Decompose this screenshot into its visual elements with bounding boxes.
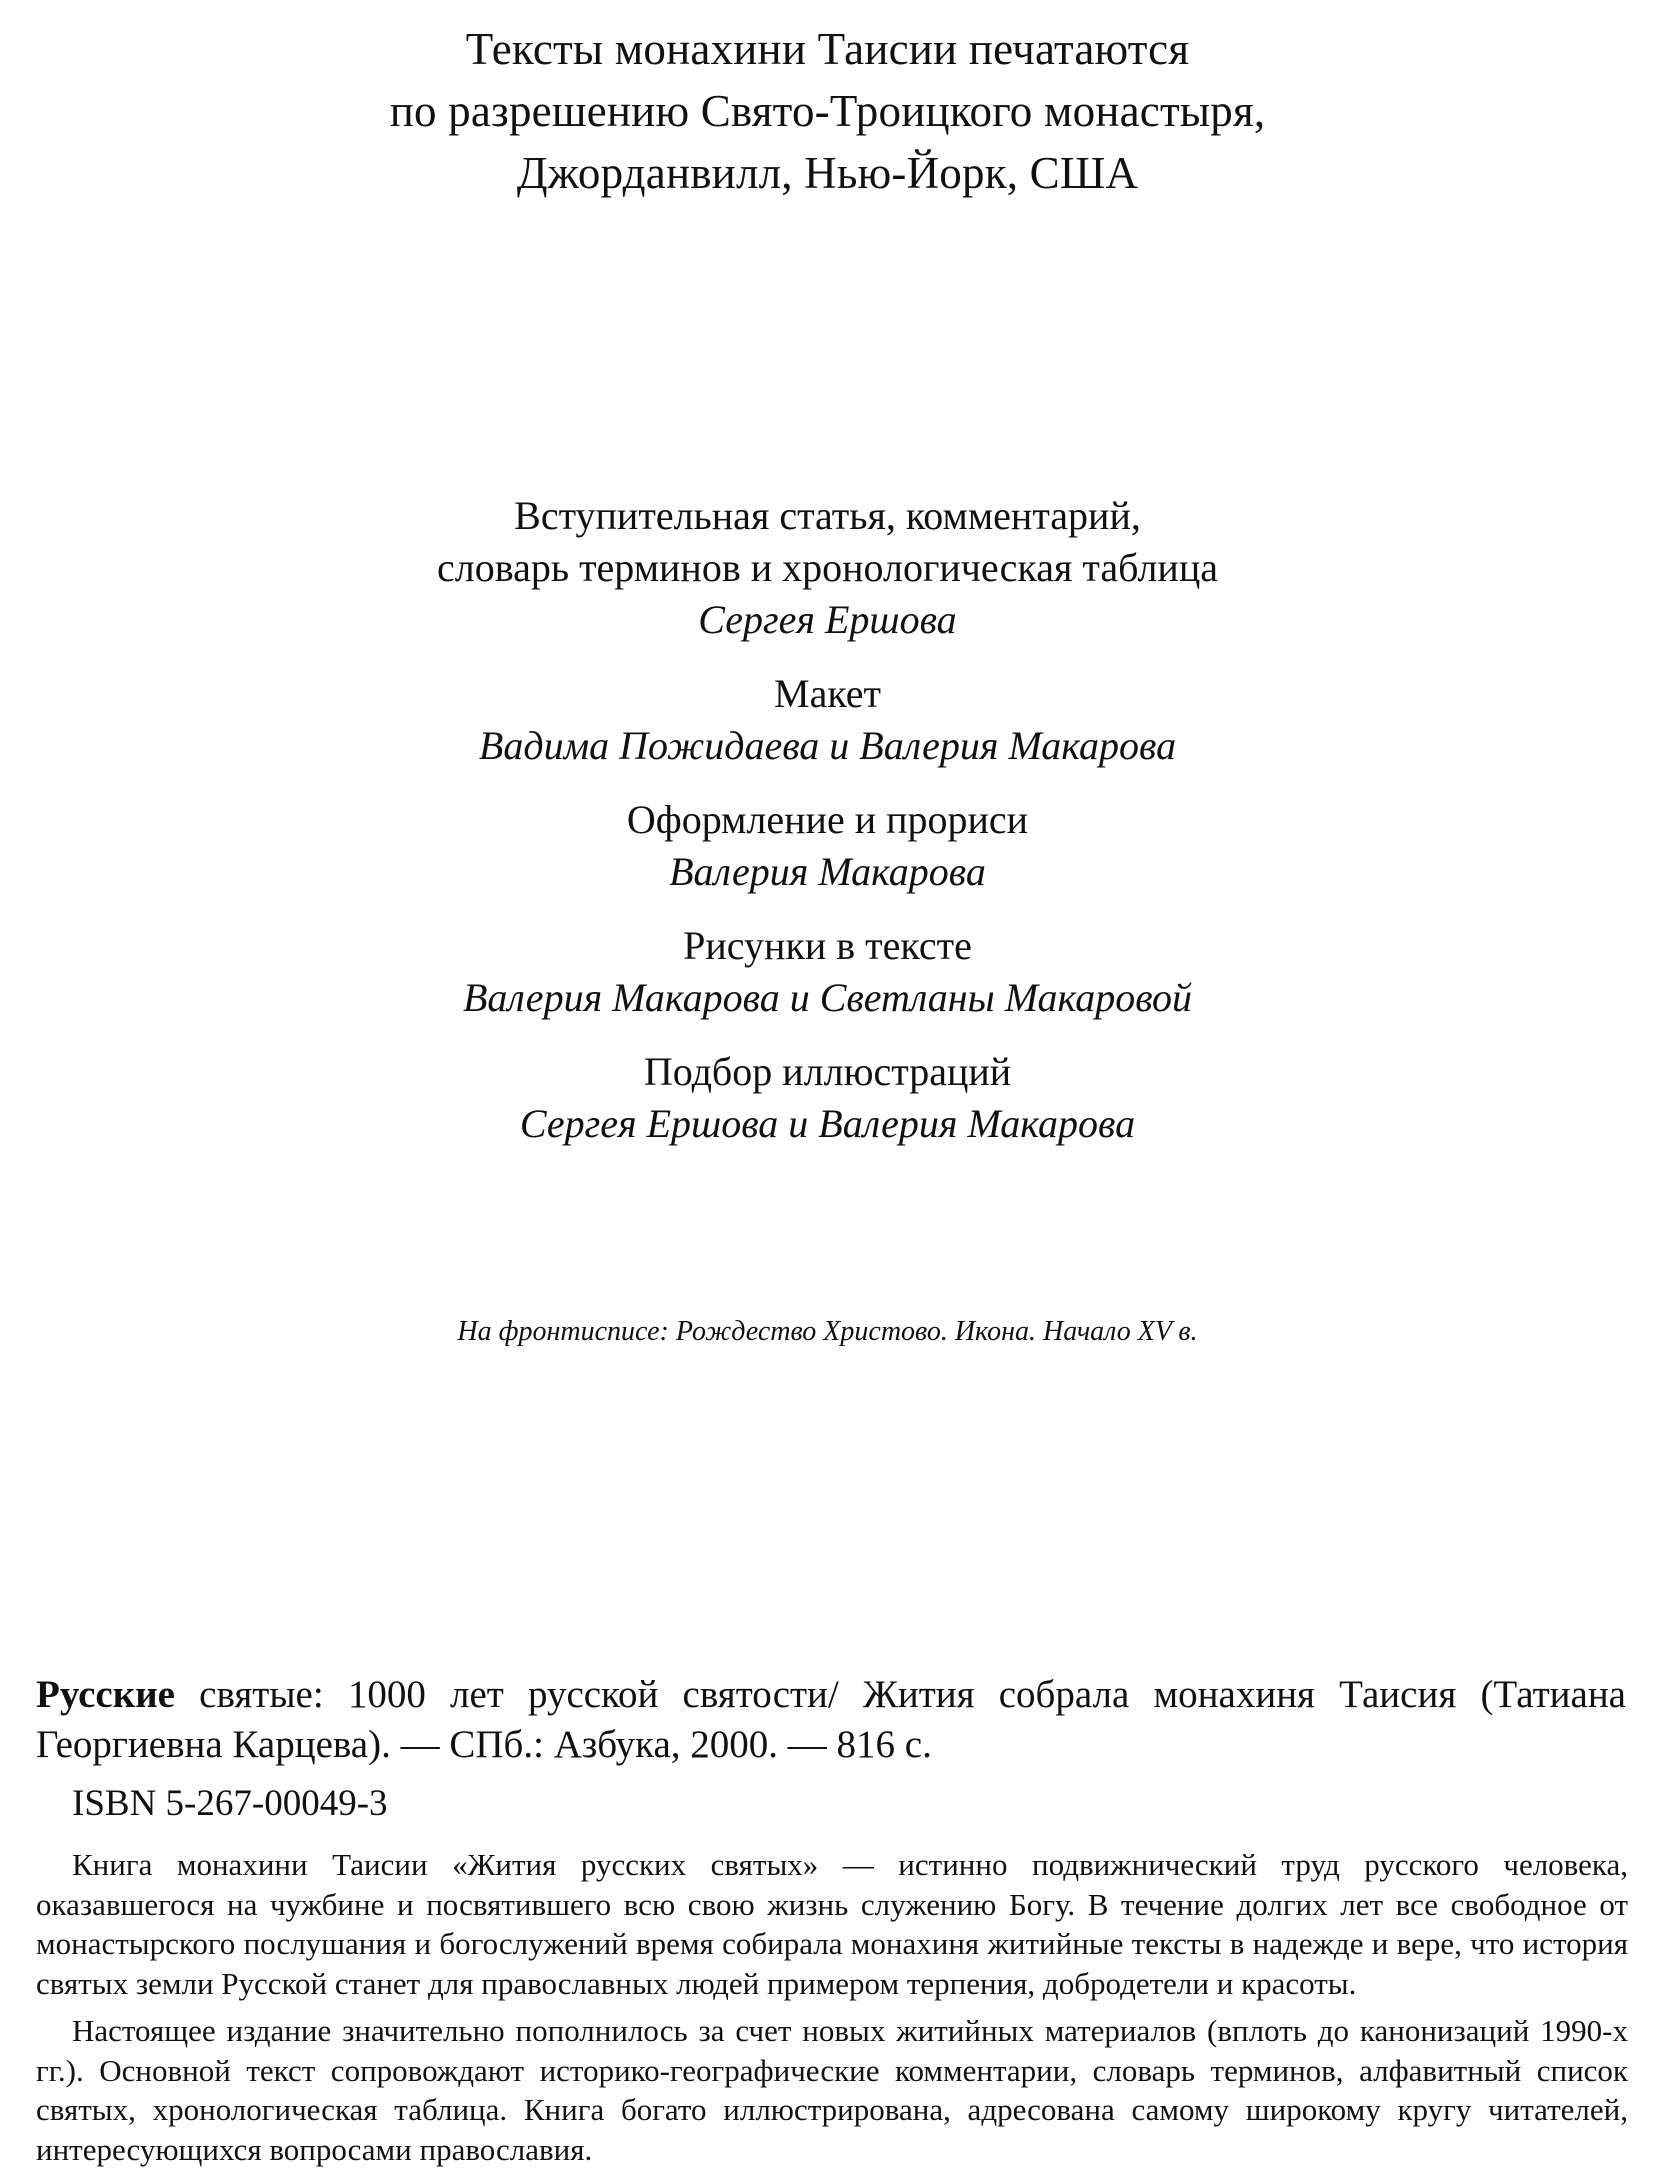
credit-person: Сергея Ершова и Валерия Макарова (519, 1101, 1136, 1146)
credit-design (0, 794, 1655, 898)
credit-drawings (0, 920, 1655, 1024)
book-title-word: Русские (36, 1673, 175, 1716)
credit-role: Подбор иллюстраций (643, 1049, 1012, 1094)
credit-role: Макет (774, 671, 881, 716)
permission-line: Тексты монахини Таисии печатаются (465, 24, 1190, 74)
annotation (36, 1845, 1628, 2169)
permission-notice (0, 18, 1655, 204)
credit-role: Оформление и прориси (626, 797, 1029, 842)
credits-section (0, 490, 1655, 1172)
credit-layout (0, 668, 1655, 772)
annotation-paragraph: Настоящее издание значительно пополнилось за счет новых житийных материалов (вплоть до канонизаций 1990-х гг.). Основной текст сопровождают историко-географические комментарии, словарь терминов, алфавитный список святых, хронологическая таблица. Книга богато иллюстрирована, адресована самому широкому кругу читателей, интересующихся вопросами православия. (36, 2013, 1628, 2167)
credit-person: Валерия Макарова и Светланы Макаровой (462, 975, 1193, 1020)
frontispiece-caption: На фронтисписе: Рождество Христово. Икона. Начало XV в. (457, 1316, 1198, 1347)
credit-role: Вступительная статья, комментарий, (514, 493, 1141, 538)
credit-person: Сергея Ершова (698, 597, 957, 642)
credit-person: Вадима Пожидаева и Валерия Макарова (478, 723, 1177, 768)
credit-role: словарь терминов и хронологическая таблица (437, 545, 1218, 590)
annotation-paragraph: Книга монахини Таисии «Жития русских святых» — истинно подвижнический труд русского человека, оказавшегося на чужбине и посвятившего всю свою жизнь служению Богу. В течение долгих лет все свободное от монастырского послушания и богослужений время собирала монахиня житийные тексты в надежде и вере, что история святых земли Русской станет для православных людей примером терпения, добродетели и красоты. (36, 1847, 1628, 2001)
permission-line: по разрешению Свято-Троицкого монастыря, (389, 86, 1266, 136)
credit-person: Валерия Макарова (669, 849, 986, 894)
credit-illustrations (0, 1046, 1655, 1150)
bibliographic-text: святые: 1000 лет русской святости/ Жития собрала монахиня Таисия (Татиана Георгиевна Карцева). — СПб.: Азбука, 2000. — 816 с. (36, 1673, 1626, 1766)
isbn: ISBN 5-267-00049-3 (72, 1783, 388, 1824)
bibliographic-record (36, 1670, 1626, 1770)
permission-line: Джорданвилл, Нью-Йорк, США (516, 148, 1139, 198)
credit-role: Рисунки в тексте (683, 923, 972, 968)
credit-intro-commentary (0, 490, 1655, 646)
